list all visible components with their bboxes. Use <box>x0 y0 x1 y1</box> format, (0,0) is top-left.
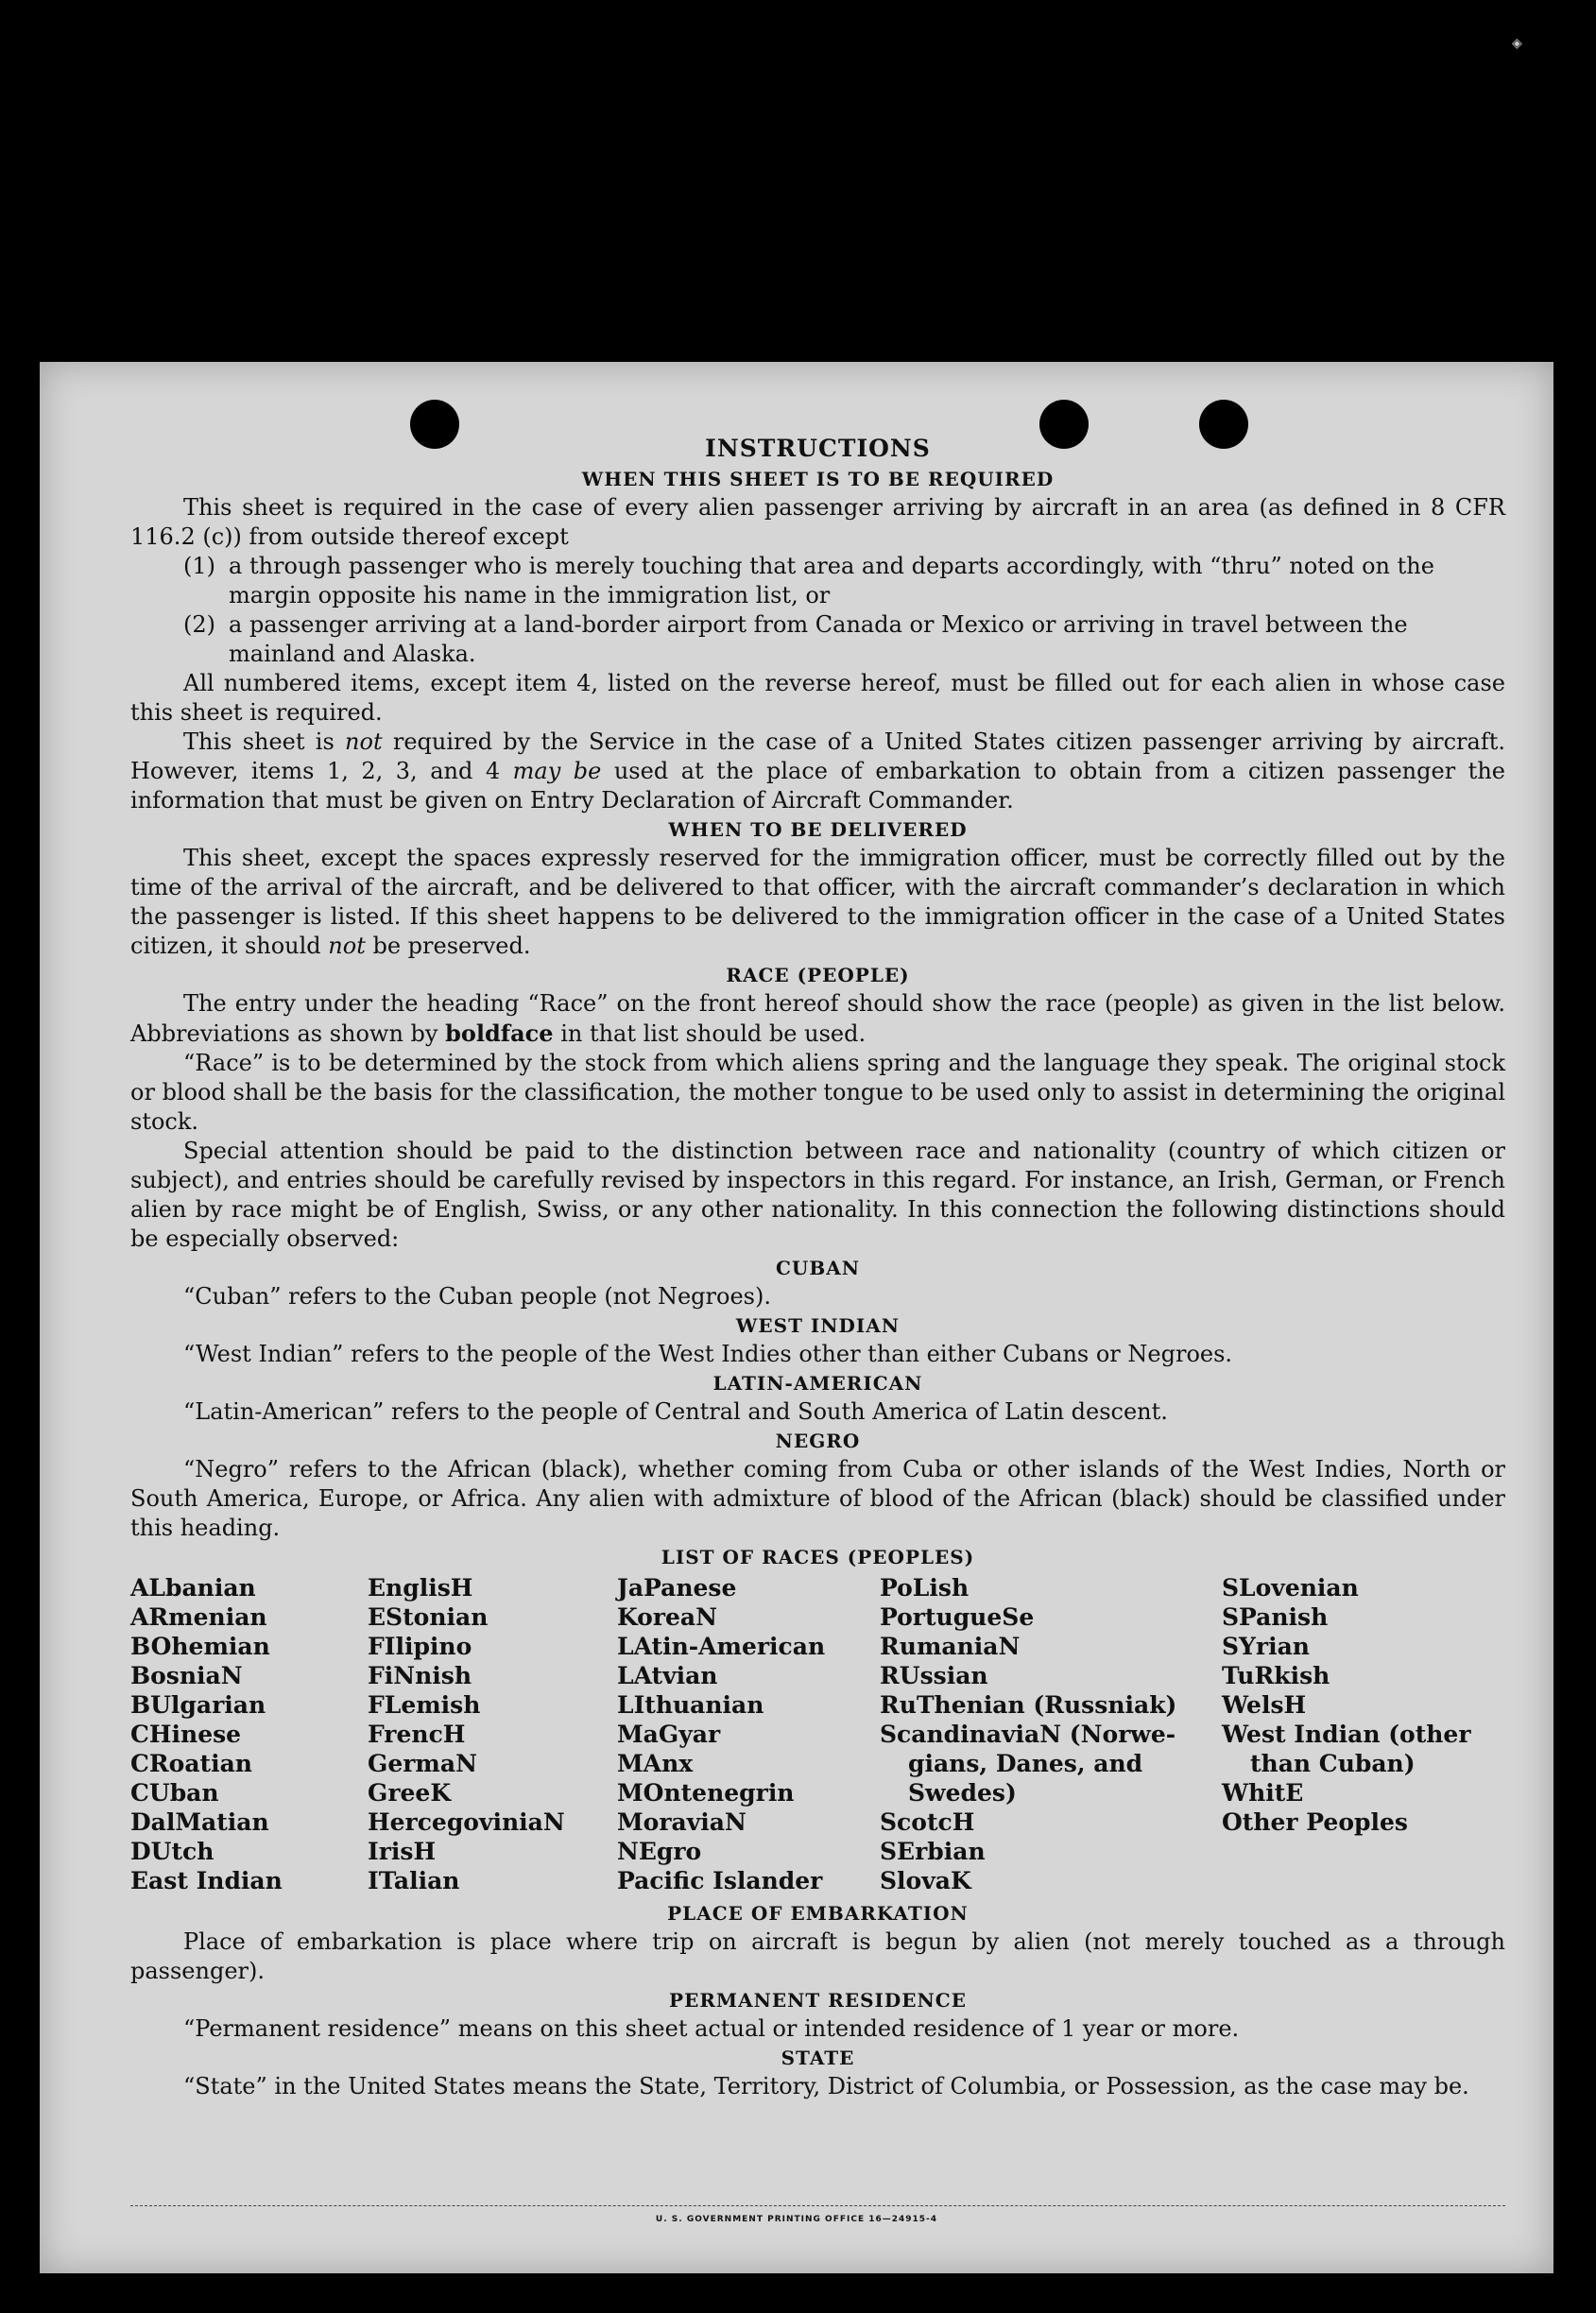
page-title: INSTRUCTIONS <box>705 435 931 462</box>
paragraph: “State” in the United States means the State, Territory, District of Columbia, or Possession, as the case may be. <box>183 2073 1469 2099</box>
paragraph: “Negro” refers to the African (black), whether coming from Cuba or other islands of the West Indies, North or South America, Europe, or Africa. Any alien with admixture of blood of the African (black) should be classified under this heading. <box>130 1456 1505 1541</box>
paragraph: “West Indian” refers to the people of the West Indies other than either Cubans or Negroes. <box>183 1341 1233 1367</box>
race-entry: CHinese <box>130 1721 242 1748</box>
paragraph: All numbered items, except item 4, listed on the reverse hereof, must be filled out for each alien in whose case this sheet is required. <box>130 670 1505 726</box>
race-entry: LAtin-American <box>617 1633 826 1660</box>
race-entry: GreeK <box>368 1779 452 1807</box>
race-entry: RumaniaN <box>880 1633 1021 1660</box>
race-entry: KoreaN <box>617 1603 717 1631</box>
paragraph: “Latin-American” refers to the people of Central and South America of Latin descent. <box>183 1398 1168 1425</box>
list-item-text: a through passenger who is merely touching that area and departs accordingly, with “thru” noted on the margin opposite his name in the immigration list, or <box>229 553 1434 608</box>
race-entry: BosniaN <box>130 1662 243 1689</box>
instruction-sheet <box>40 362 1553 2273</box>
paragraph: “Permanent residence” means on this sheet actual or intended residence of 1 year or more. <box>183 2015 1240 2042</box>
race-entry: LAtvian <box>617 1662 718 1689</box>
race-entry: PoLish <box>880 1574 970 1602</box>
paragraph <box>130 989 1505 1049</box>
section-heading-cuban: CUBAN <box>775 1257 861 1279</box>
text-run: required by the Service in the case of a United States citizen passenger arriving by aircraft. However, items 1, 2, 3, and 4 <box>130 728 1505 784</box>
paragraph: “Cuban” refers to the Cuban people (not Negroes). <box>183 1283 771 1310</box>
list-item-number: (2) <box>183 611 215 638</box>
text-run: The entry under the heading “Race” on the front hereof should show the race (people) as given in the list below. Abbreviations as shown by <box>130 990 1505 1047</box>
list-item <box>130 552 1505 610</box>
race-entry: SPanish <box>1222 1603 1329 1631</box>
section-heading-when-delivered: WHEN TO BE DELIVERED <box>668 818 968 841</box>
list-item-number: (1) <box>183 553 215 579</box>
race-entry: FrencH <box>368 1721 466 1748</box>
text-run-italic: not <box>328 933 366 959</box>
race-entry: FiNnish <box>368 1662 472 1689</box>
section-heading-west-indian: WEST INDIAN <box>735 1314 901 1337</box>
race-entry: RuThenian (Russniak) <box>880 1691 1177 1719</box>
race-entry: TuRkish <box>1222 1662 1330 1689</box>
race-entry: JaPanese <box>617 1574 737 1602</box>
race-entry: HercegoviniaN <box>368 1808 565 1836</box>
race-entry: West Indian (other <box>1222 1721 1471 1748</box>
text-run-italic: may be <box>512 758 602 784</box>
race-entry: PortugueSe <box>880 1603 1035 1631</box>
section-heading-embarkation: PLACE OF EMBARKATION <box>667 1902 969 1925</box>
race-entry: RUssian <box>880 1662 988 1689</box>
races-column-4 <box>880 1573 1222 1895</box>
race-entry: LIthuanian <box>617 1691 764 1719</box>
race-entry: SlovaK <box>880 1867 971 1894</box>
race-entry: WhitE <box>1222 1779 1304 1807</box>
paragraph <box>130 728 1505 815</box>
race-entry: ScotcH <box>880 1808 975 1836</box>
section-heading-state: STATE <box>781 2047 855 2069</box>
race-entry: ScandinaviaN (Norwe- <box>880 1721 1176 1748</box>
race-entry: SYrian <box>1222 1633 1310 1660</box>
race-entry: EnglisH <box>368 1574 473 1602</box>
section-heading-permanent-residence: PERMANENT RESIDENCE <box>669 1989 967 2012</box>
race-entry: MOntenegrin <box>617 1779 795 1807</box>
race-entry: SErbian <box>880 1838 986 1865</box>
corner-mark: ◈ <box>1512 36 1522 51</box>
footer-rule <box>130 2205 1505 2206</box>
text-run-bold: boldface <box>445 1019 554 1047</box>
race-entry: ALbanian <box>130 1574 256 1602</box>
race-entry: IrisH <box>368 1838 437 1865</box>
section-heading-negro: NEGRO <box>775 1430 861 1452</box>
printer-imprint: U. S. GOVERNMENT PRINTING OFFICE 16—24915-4 <box>655 2215 938 2224</box>
race-entry: BOhemian <box>130 1633 270 1660</box>
race-entry: FIlipino <box>368 1633 472 1660</box>
text-run: This sheet is <box>183 728 346 755</box>
list-item <box>130 610 1505 669</box>
race-entry: ARmenian <box>130 1603 267 1631</box>
races-column-2 <box>368 1573 617 1895</box>
race-entry: gians, Danes, and <box>908 1750 1143 1777</box>
race-entry: ITalian <box>368 1867 460 1894</box>
race-entry: MAnx <box>617 1750 694 1777</box>
races-column-5 <box>1222 1573 1471 1895</box>
text-run-italic: not <box>345 728 383 755</box>
section-heading-race: RACE (PEOPLE) <box>726 964 910 986</box>
text-run: This sheet, except the spaces expressly reserved for the immigration officer, must be correctly filled out by the time of the arrival of the aircraft, and be delivered to that officer, with the aircraft commander’s declaration in which the passenger is listed. If this sheet happens to be delivered to the immigration officer in the case of a United States citizen, it should <box>130 845 1505 959</box>
race-entry: MoraviaN <box>617 1808 747 1836</box>
race-entry: DalMatian <box>130 1808 269 1836</box>
race-entry: East Indian <box>130 1867 283 1894</box>
paragraph: “Race” is to be determined by the stock from which aliens spring and the language they speak. The original stock or blood shall be the basis for the classification, the mother tongue to be used only to assist in determining the original stock. <box>130 1050 1505 1135</box>
section-heading-latin-american: LATIN-AMERICAN <box>712 1372 923 1395</box>
race-entry: CUban <box>130 1779 219 1807</box>
paragraph: This sheet is required in the case of every alien passenger arriving by aircraft in an area (as defined in 8 CFR 116.2 (c)) from outside thereof except <box>130 494 1505 550</box>
race-entry: BUlgarian <box>130 1691 266 1719</box>
race-entry: FLemish <box>368 1691 481 1719</box>
text-run: used at the place of embarkation to obtain from a citizen passenger the information that must be given on Entry Declaration of Aircraft Commander. <box>130 758 1505 814</box>
text-run: be preserved. <box>365 933 531 959</box>
section-heading-list-of-races: LIST OF RACES (PEOPLES) <box>661 1546 975 1568</box>
paragraph: Special attention should be paid to the distinction between race and nationality (country of which citizen or subject), and entries should be carefully revised by inspectors in this regard. For instance, an Irish, German, or French alien by race might be of English, Swiss, or any other nationality. In this connection the following distinctions should be especially observed: <box>130 1138 1505 1252</box>
paragraph: Place of embarkation is place where trip on aircraft is begun by alien (not merely touched as a through passenger). <box>130 1928 1505 1984</box>
section-heading-when-required: WHEN THIS SHEET IS TO BE REQUIRED <box>581 468 1055 490</box>
race-entry: SLovenian <box>1222 1574 1359 1602</box>
race-entry: DUtch <box>130 1838 215 1865</box>
instructions-body <box>130 433 1505 2101</box>
race-entry: than Cuban) <box>1250 1750 1416 1777</box>
race-entry: Other Peoples <box>1222 1808 1408 1836</box>
race-entry: NEgro <box>617 1838 702 1865</box>
race-entry: GermaN <box>368 1750 477 1777</box>
race-entry: Swedes) <box>908 1779 1017 1807</box>
text-run: in that list should be used. <box>553 1020 867 1047</box>
race-entry: CRoatian <box>130 1750 252 1777</box>
race-entry: MaGyar <box>617 1721 721 1748</box>
races-list <box>130 1573 1505 1895</box>
paragraph <box>130 844 1505 961</box>
races-column-3 <box>617 1573 880 1895</box>
races-column-1 <box>130 1573 368 1895</box>
list-item-text: a passenger arriving at a land-border airport from Canada or Mexico or arriving in travel between the mainland and Alaska. <box>229 611 1408 667</box>
race-entry: EStonian <box>368 1603 489 1631</box>
race-entry: WelsH <box>1222 1691 1307 1719</box>
race-entry: Pacific Islander <box>617 1867 823 1894</box>
